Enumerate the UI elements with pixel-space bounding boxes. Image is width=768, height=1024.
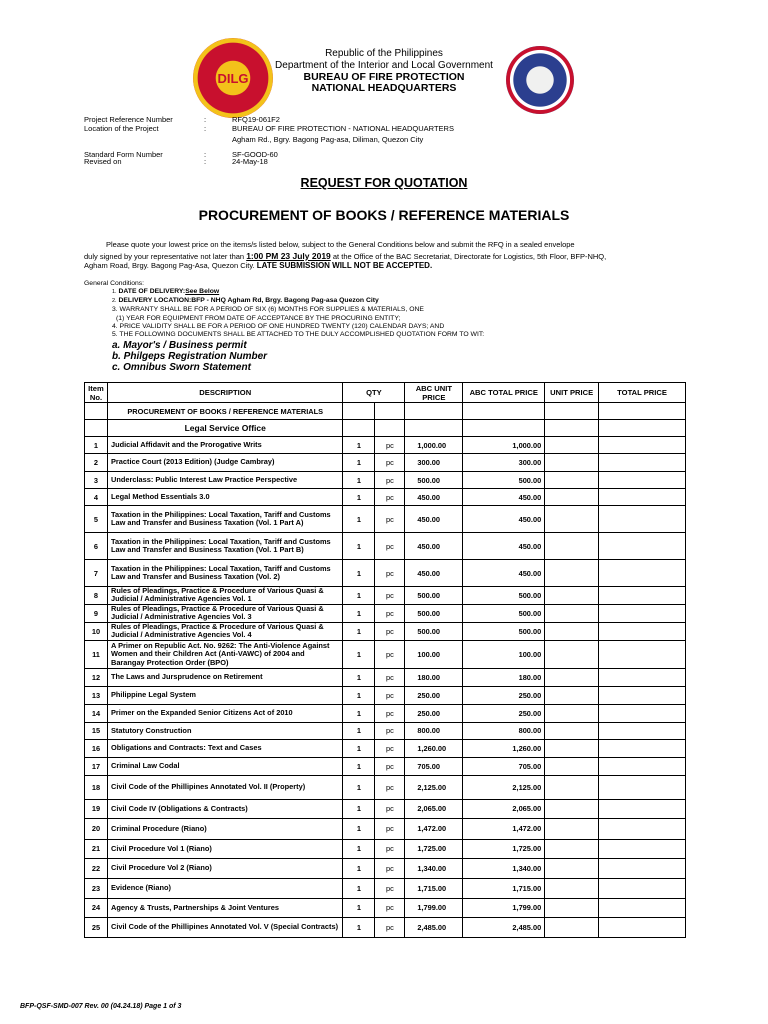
item-unit: pc xyxy=(375,898,405,917)
item-number: 16 xyxy=(85,739,108,757)
item-number: 10 xyxy=(85,622,108,640)
item-description: Taxation in the Philippines: Local Taxation, Tariff and Customs Law and Transfer and Business Taxation (Vol. 1 Part B) xyxy=(107,533,343,560)
item-abc-unit-price: 180.00 xyxy=(405,668,463,686)
form-footer: BFP-QSF-SMD-007 Rev. 00 (04.24.18) Page 1 of 3 xyxy=(20,1003,182,1010)
header-nhq: NATIONAL HEADQUARTERS xyxy=(311,82,457,94)
item-unit-price[interactable] xyxy=(545,704,599,722)
item-qty: 1 xyxy=(343,799,375,818)
item-number: 17 xyxy=(85,757,108,775)
office-row xyxy=(85,420,686,437)
item-total-price[interactable] xyxy=(599,839,686,858)
item-unit-price[interactable] xyxy=(545,587,599,605)
item-qty: 1 xyxy=(343,533,375,560)
item-total-price[interactable] xyxy=(599,506,686,533)
item-qty: 1 xyxy=(343,704,375,722)
item-abc-unit-price: 500.00 xyxy=(405,587,463,605)
item-unit-price[interactable] xyxy=(545,668,599,686)
intro-line1: Please quote your lowest price on the items/s listed below, subject to the General Conditions below and submit the RFQ in a sealed envelope xyxy=(106,240,575,249)
item-total-price[interactable] xyxy=(599,818,686,839)
item-abc-unit-price: 300.00 xyxy=(405,454,463,472)
item-number: 9 xyxy=(85,604,108,622)
item-description: Practice Court (2013 Edition) (Judge Cambray) xyxy=(107,454,343,472)
item-qty: 1 xyxy=(343,917,375,937)
item-description: A Primer on Republic Act. No. 9262: The Anti-Violence Against Women and their Children Act (Anti-VAWC) of 2004 and Barangay Protection Order (BPO) xyxy=(107,640,343,668)
item-unit: pc xyxy=(375,858,405,878)
item-unit: pc xyxy=(375,560,405,587)
item-total-price[interactable] xyxy=(599,472,686,489)
item-description: The Laws and Jursprudence on Retirement xyxy=(107,668,343,686)
item-total-price[interactable] xyxy=(599,587,686,605)
item-number: 1 xyxy=(85,437,108,454)
item-abc-unit-price: 450.00 xyxy=(405,560,463,587)
item-abc-total-price: 1,472.00 xyxy=(463,818,545,839)
item-description: Rules of Pleadings, Practice & Procedure of Various Quasi & Judicial / Administrative Agencies Vol. 1 xyxy=(107,587,343,605)
item-abc-total-price: 450.00 xyxy=(463,560,545,587)
item-total-price[interactable] xyxy=(599,917,686,937)
header-republic: Republic of the Philippines xyxy=(325,48,443,59)
item-description: Civil Code of the Phillipines Annotated Vol. V (Special Contracts) xyxy=(107,917,343,937)
item-unit-price[interactable] xyxy=(545,917,599,937)
item-abc-total-price: 450.00 xyxy=(463,506,545,533)
item-qty: 1 xyxy=(343,858,375,878)
item-qty: 1 xyxy=(343,739,375,757)
item-unit-price[interactable] xyxy=(545,506,599,533)
item-abc-unit-price: 1,725.00 xyxy=(405,839,463,858)
item-qty: 1 xyxy=(343,437,375,454)
condition-3-cont: (1) YEAR FOR EQUIPMENT FROM DATE OF ACCEPTANCE BY THE PROCURING ENTITY; xyxy=(116,315,401,322)
item-abc-unit-price: 450.00 xyxy=(405,489,463,506)
item-qty: 1 xyxy=(343,668,375,686)
item-total-price[interactable] xyxy=(599,858,686,878)
header-department: Department of the Interior and Local Government xyxy=(275,60,493,71)
item-unit-price[interactable] xyxy=(545,533,599,560)
table-row xyxy=(85,640,686,668)
item-abc-unit-price: 250.00 xyxy=(405,686,463,704)
table-row xyxy=(85,506,686,533)
item-total-price[interactable] xyxy=(599,437,686,454)
item-abc-total-price: 1,715.00 xyxy=(463,878,545,898)
item-total-price[interactable] xyxy=(599,622,686,640)
item-unit: pc xyxy=(375,533,405,560)
item-description: Philippine Legal System xyxy=(107,686,343,704)
bfp-seal-logo xyxy=(506,46,574,114)
meta-separator: : xyxy=(204,150,207,159)
item-number: 20 xyxy=(85,818,108,839)
item-qty: 1 xyxy=(343,878,375,898)
header-bureau: BUREAU OF FIRE PROTECTION xyxy=(303,71,465,83)
item-abc-total-price: 1,000.00 xyxy=(463,437,545,454)
item-unit-price[interactable] xyxy=(545,437,599,454)
item-unit-price[interactable] xyxy=(545,640,599,668)
item-number: 11 xyxy=(85,640,108,668)
item-qty: 1 xyxy=(343,587,375,605)
item-description: Civil Code of the Phillipines Annotated Vol. II (Property) xyxy=(107,775,343,799)
item-description: Rules of Pleadings, Practice & Procedure of Various Quasi & Judicial / Administrative Agencies Vol. 3 xyxy=(107,604,343,622)
item-description: Civil Code IV (Obligations & Contracts) xyxy=(107,799,343,818)
table-row xyxy=(85,622,686,640)
item-unit: pc xyxy=(375,622,405,640)
item-unit-price[interactable] xyxy=(545,454,599,472)
table-row xyxy=(85,757,686,775)
col-qty: QTY xyxy=(343,383,405,403)
col-total-price: TOTAL PRICE xyxy=(599,383,686,403)
item-unit: pc xyxy=(375,722,405,739)
table-row xyxy=(85,587,686,605)
item-qty: 1 xyxy=(343,560,375,587)
table-row xyxy=(85,604,686,622)
item-qty: 1 xyxy=(343,454,375,472)
meta-value: BUREAU OF FIRE PROTECTION - NATIONAL HEADQUARTERS xyxy=(232,124,454,133)
item-unit: pc xyxy=(375,839,405,858)
item-number: 3 xyxy=(85,472,108,489)
intro-line2: duly signed by your representative not later than 1:00 PM 23 July 2019 at the Office of the BAC Secretariat, Directorate for Logistics, 5th Floor, BFP-NHQ, xyxy=(84,251,607,261)
condition-5: 5. THE FOLLOWING DOCUMENTS SHALL BE ATTACHED TO THE DULY ACCOMPLISHED QUOTATION FORM TO WIT: xyxy=(112,331,485,338)
table-row xyxy=(85,437,686,454)
table-row xyxy=(85,472,686,489)
item-abc-total-price: 450.00 xyxy=(463,489,545,506)
item-number: 23 xyxy=(85,878,108,898)
meta-label: Project Reference Number xyxy=(84,115,173,124)
table-row xyxy=(85,799,686,818)
item-abc-total-price: 180.00 xyxy=(463,668,545,686)
meta-separator: : xyxy=(204,157,207,166)
item-qty: 1 xyxy=(343,757,375,775)
items-table xyxy=(84,382,686,938)
col-abc-unit-price: ABC UNIT PRICE xyxy=(405,383,463,403)
meta-label: Standard Form Number xyxy=(84,150,163,159)
table-row xyxy=(85,533,686,560)
item-unit: pc xyxy=(375,799,405,818)
item-abc-total-price: 2,485.00 xyxy=(463,917,545,937)
item-unit: pc xyxy=(375,775,405,799)
item-number: 5 xyxy=(85,506,108,533)
rfq-title: REQUEST FOR QUOTATION xyxy=(300,176,468,190)
item-qty: 1 xyxy=(343,472,375,489)
submission-deadline: 1:00 PM 23 July 2019 xyxy=(246,251,331,261)
requirement-b: b. Philgeps Registration Number xyxy=(112,351,268,362)
meta-label: Revised on xyxy=(84,157,122,166)
item-unit: pc xyxy=(375,640,405,668)
item-total-price[interactable] xyxy=(599,739,686,757)
item-abc-total-price: 300.00 xyxy=(463,454,545,472)
item-description: Civil Procedure Vol 2 (Riano) xyxy=(107,858,343,878)
item-unit-price[interactable] xyxy=(545,775,599,799)
item-abc-unit-price: 2,065.00 xyxy=(405,799,463,818)
item-total-price[interactable] xyxy=(599,533,686,560)
procurement-title: PROCUREMENT OF BOOKS / REFERENCE MATERIALS xyxy=(198,207,570,223)
requirement-c: c. Omnibus Sworn Statement xyxy=(112,362,251,373)
meta-value: Agham Rd., Bgry. Bagong Pag-asa, Diliman, Quezon City xyxy=(232,135,424,144)
item-description: Judicial Affidavit and the Prorogative Writs xyxy=(107,437,343,454)
item-abc-total-price: 100.00 xyxy=(463,640,545,668)
item-qty: 1 xyxy=(343,839,375,858)
condition-3: 3. WARRANTY SHALL BE FOR A PERIOD OF SIX (6) MONTHS FOR SUPPLIES & MATERIALS, ONE xyxy=(112,306,424,313)
item-description: Civil Procedure Vol 1 (Riano) xyxy=(107,839,343,858)
item-description: Criminal Procedure (Riano) xyxy=(107,818,343,839)
item-abc-total-price: 1,725.00 xyxy=(463,839,545,858)
item-unit-price[interactable] xyxy=(545,818,599,839)
item-number: 15 xyxy=(85,722,108,739)
item-unit-price[interactable] xyxy=(545,622,599,640)
item-description: Rules of Pleadings, Practice & Procedure of Various Quasi & Judicial / Administrative Agencies Vol. 4 xyxy=(107,622,343,640)
item-total-price[interactable] xyxy=(599,757,686,775)
item-abc-total-price: 2,065.00 xyxy=(463,799,545,818)
item-unit: pc xyxy=(375,489,405,506)
item-abc-unit-price: 500.00 xyxy=(405,472,463,489)
item-description: Obligations and Contracts: Text and Cases xyxy=(107,739,343,757)
item-unit: pc xyxy=(375,704,405,722)
item-number: 14 xyxy=(85,704,108,722)
table-header-row xyxy=(85,383,686,403)
item-total-price[interactable] xyxy=(599,898,686,917)
item-unit: pc xyxy=(375,668,405,686)
table-row xyxy=(85,878,686,898)
item-abc-total-price: 500.00 xyxy=(463,587,545,605)
item-unit: pc xyxy=(375,437,405,454)
item-total-price[interactable] xyxy=(599,454,686,472)
col-description: DESCRIPTION xyxy=(107,383,343,403)
meta-label: Location of the Project xyxy=(84,124,159,133)
item-number: 25 xyxy=(85,917,108,937)
item-number: 2 xyxy=(85,454,108,472)
col-unit-price: UNIT PRICE xyxy=(545,383,599,403)
item-abc-total-price: 500.00 xyxy=(463,604,545,622)
item-number: 22 xyxy=(85,858,108,878)
item-unit: pc xyxy=(375,818,405,839)
item-qty: 1 xyxy=(343,775,375,799)
item-number: 6 xyxy=(85,533,108,560)
item-qty: 1 xyxy=(343,489,375,506)
item-unit: pc xyxy=(375,686,405,704)
item-total-price[interactable] xyxy=(599,560,686,587)
item-abc-total-price: 1,799.00 xyxy=(463,898,545,917)
item-abc-unit-price: 1,340.00 xyxy=(405,858,463,878)
item-description: Agency & Trusts, Partnerships & Joint Ventures xyxy=(107,898,343,917)
item-unit: pc xyxy=(375,587,405,605)
item-description: Evidence (Riano) xyxy=(107,878,343,898)
meta-value: SF-GOOD-60 xyxy=(232,150,278,159)
item-abc-total-price: 500.00 xyxy=(463,622,545,640)
item-unit: pc xyxy=(375,472,405,489)
item-total-price[interactable] xyxy=(599,640,686,668)
meta-separator: : xyxy=(204,115,207,124)
item-number: 13 xyxy=(85,686,108,704)
table-row xyxy=(85,704,686,722)
item-qty: 1 xyxy=(343,640,375,668)
item-qty: 1 xyxy=(343,622,375,640)
table-row xyxy=(85,454,686,472)
item-number: 24 xyxy=(85,898,108,917)
section-title: PROCUREMENT OF BOOKS / REFERENCE MATERIALS xyxy=(107,403,343,420)
item-total-price[interactable] xyxy=(599,704,686,722)
item-description: Underclass: Public Interest Law Practice Perspective xyxy=(107,472,343,489)
condition-4: 4. PRICE VALIDITY SHALL BE FOR A PERIOD OF ONE HUNDRED TWENTY (120) CALENDAR DAYS; AND xyxy=(112,323,445,330)
item-abc-unit-price: 1,000.00 xyxy=(405,437,463,454)
late-submission-notice: LATE SUBMISSION WILL NOT BE ACCEPTED. xyxy=(256,261,433,270)
item-abc-unit-price: 1,260.00 xyxy=(405,739,463,757)
table-row xyxy=(85,739,686,757)
table-row xyxy=(85,686,686,704)
item-abc-total-price: 1,340.00 xyxy=(463,858,545,878)
office-name: Legal Service Office xyxy=(107,420,343,437)
item-description: Primer on the Expanded Senior Citizens Act of 2010 xyxy=(107,704,343,722)
item-abc-unit-price: 800.00 xyxy=(405,722,463,739)
item-unit: pc xyxy=(375,757,405,775)
item-number: 7 xyxy=(85,560,108,587)
item-abc-total-price: 1,260.00 xyxy=(463,739,545,757)
intro-line3: Agham Road, Brgy. Bagong Pag-Asa, Quezon City. LATE SUBMISSION WILL NOT BE ACCEPTED. xyxy=(84,261,433,270)
item-unit-price[interactable] xyxy=(545,757,599,775)
item-unit-price[interactable] xyxy=(545,560,599,587)
item-abc-unit-price: 450.00 xyxy=(405,506,463,533)
item-total-price[interactable] xyxy=(599,799,686,818)
item-unit-price[interactable] xyxy=(545,878,599,898)
item-abc-unit-price: 500.00 xyxy=(405,622,463,640)
condition-1: 1. DATE OF DELIVERY:See Below xyxy=(112,288,220,295)
item-abc-total-price: 2,125.00 xyxy=(463,775,545,799)
item-number: 19 xyxy=(85,799,108,818)
section-row xyxy=(85,403,686,420)
table-row xyxy=(85,560,686,587)
col-abc-total-price: ABC TOTAL PRICE xyxy=(463,383,545,403)
meta-separator: : xyxy=(204,124,207,133)
item-abc-unit-price: 2,125.00 xyxy=(405,775,463,799)
item-total-price[interactable] xyxy=(599,604,686,622)
meta-value: RFQ19-061F2 xyxy=(232,115,280,124)
item-description: Taxation in the Philippines: Local Taxation, Tariff and Customs Law and Transfer and Business Taxation (Vol. 2) xyxy=(107,560,343,587)
item-unit-price[interactable] xyxy=(545,472,599,489)
item-unit: pc xyxy=(375,878,405,898)
item-number: 4 xyxy=(85,489,108,506)
item-total-price[interactable] xyxy=(599,686,686,704)
item-total-price[interactable] xyxy=(599,878,686,898)
table-row xyxy=(85,858,686,878)
item-abc-unit-price: 705.00 xyxy=(405,757,463,775)
item-unit-price[interactable] xyxy=(545,722,599,739)
item-total-price[interactable] xyxy=(599,722,686,739)
item-abc-total-price: 250.00 xyxy=(463,686,545,704)
item-abc-unit-price: 250.00 xyxy=(405,704,463,722)
table-row xyxy=(85,489,686,506)
item-unit-price[interactable] xyxy=(545,898,599,917)
item-abc-total-price: 250.00 xyxy=(463,704,545,722)
item-qty: 1 xyxy=(343,506,375,533)
item-abc-total-price: 800.00 xyxy=(463,722,545,739)
item-abc-unit-price: 450.00 xyxy=(405,533,463,560)
item-number: 21 xyxy=(85,839,108,858)
dilg-logo-text: DILG xyxy=(217,71,249,86)
table-row xyxy=(85,898,686,917)
item-description: Criminal Law Codal xyxy=(107,757,343,775)
item-qty: 1 xyxy=(343,898,375,917)
item-abc-total-price: 500.00 xyxy=(463,472,545,489)
condition-2: 2. DELIVERY LOCATION:BFP - NHQ Agham Rd, Brgy. Bagong Pag-asa Quezon City xyxy=(112,297,379,304)
table-row xyxy=(85,775,686,799)
item-unit: pc xyxy=(375,739,405,757)
table-row xyxy=(85,818,686,839)
item-unit: pc xyxy=(375,917,405,937)
item-qty: 1 xyxy=(343,818,375,839)
item-abc-unit-price: 1,715.00 xyxy=(405,878,463,898)
item-unit: pc xyxy=(375,506,405,533)
item-unit: pc xyxy=(375,604,405,622)
item-unit-price[interactable] xyxy=(545,739,599,757)
item-total-price[interactable] xyxy=(599,489,686,506)
item-number: 8 xyxy=(85,587,108,605)
item-qty: 1 xyxy=(343,686,375,704)
item-unit-price[interactable] xyxy=(545,799,599,818)
meta-value: 24-May-18 xyxy=(232,157,268,166)
item-unit-price[interactable] xyxy=(545,858,599,878)
item-total-price[interactable] xyxy=(599,668,686,686)
item-unit-price[interactable] xyxy=(545,489,599,506)
item-qty: 1 xyxy=(343,604,375,622)
item-unit-price[interactable] xyxy=(545,839,599,858)
conditions-heading: General Conditions: xyxy=(84,280,145,287)
item-qty: 1 xyxy=(343,722,375,739)
item-description: Statutory Construction xyxy=(107,722,343,739)
item-abc-unit-price: 2,485.00 xyxy=(405,917,463,937)
col-item-no: Item No. xyxy=(85,383,108,403)
item-number: 18 xyxy=(85,775,108,799)
item-number: 12 xyxy=(85,668,108,686)
table-row xyxy=(85,668,686,686)
table-row xyxy=(85,839,686,858)
requirement-a: a. Mayor's / Business permit xyxy=(112,340,247,351)
table-row xyxy=(85,917,686,937)
item-abc-unit-price: 1,799.00 xyxy=(405,898,463,917)
item-abc-total-price: 705.00 xyxy=(463,757,545,775)
item-abc-total-price: 450.00 xyxy=(463,533,545,560)
item-unit: pc xyxy=(375,454,405,472)
item-total-price[interactable] xyxy=(599,775,686,799)
item-abc-unit-price: 100.00 xyxy=(405,640,463,668)
table-row xyxy=(85,722,686,739)
item-description: Legal Method Essentials 3.0 xyxy=(107,489,343,506)
item-unit-price[interactable] xyxy=(545,604,599,622)
item-abc-unit-price: 1,472.00 xyxy=(405,818,463,839)
item-description: Taxation in the Philippines: Local Taxation, Tariff and Customs Law and Transfer and Business Taxation (Vol. 1 Part A) xyxy=(107,506,343,533)
item-abc-unit-price: 500.00 xyxy=(405,604,463,622)
item-unit-price[interactable] xyxy=(545,686,599,704)
